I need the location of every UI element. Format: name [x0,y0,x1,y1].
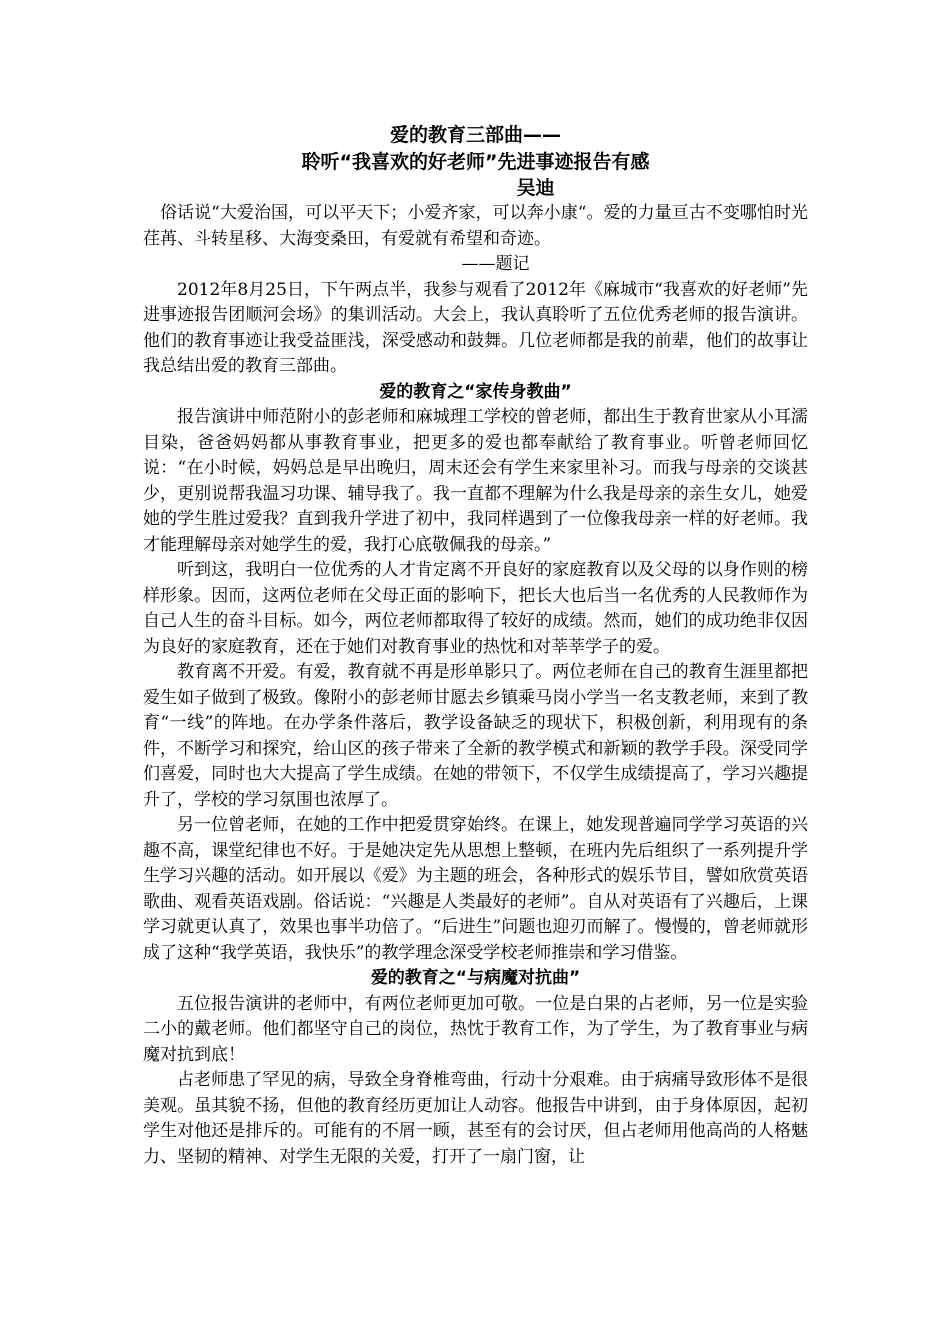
section-2-paragraph-1: 五位报告演讲的老师中，有两位老师更加可敬。一位是白果的占老师，另一位是实验二小的戴老师。他们都坚守自己的岗位，热忱于教育工作，为了学生，为了教育事业与病魔对抗到底！ [143,993,808,1065]
epigraph: 俗话说“大爱治国，可以平天下；小爱齐家，可以奔小康“。爱的力量亘古不变哪怕时光荏苒、斗转星移、大海变桑田，有爱就有希望和奇迹。 [143,203,808,249]
section-2-paragraph-2: 占老师患了罕见的病，导致全身脊椎弯曲，行动十分艰难。由于病痛导致形体不是很美观。虽其貌不扬，但他的教育经历更加让人动容。他报告中讲到，由于身体原因，起初学生对他还是排斥的。可能有的不屑一顾，甚至有的会讨厌，但占老师用他高尚的人格魅力、坚韧的精神、对学生无限的关爱，打开了一扇门窗，让 [143,1070,808,1167]
section-1-paragraph-1: 报告演讲中师范附小的彭老师和麻城理工学校的曾老师，都出生于教育世家从小耳濡目染，爸爸妈妈都从事教育事业，把更多的爱也都奉献给了教育事业。听曾老师回忆说：“在小时候，妈妈总是早出晚归，周末还会有学生来家里补习。而我与母亲的交谈甚少，更别说帮我温习功课、辅导我了。我一直都不理解为什么我是母亲的亲生女儿，她爱她的学生胜过爱我？直到我升学进了初中，我同样遇到了一位像我母亲一样的好老师。我才能理解母亲对她学生的爱，我打心底敬佩我的母亲。” [143,407,808,555]
intro-paragraph: 2012年8月25日，下午两点半，我参与观看了2012年《麻城市“我喜欢的好老师”先进事迹报告团顺河会场》的集训活动。大会上，我认真聆听了五位优秀老师的报告演讲。他们的教育事迹让我受益匪浅，深受感动和鼓舞。几位老师都是我的前辈，他们的故事让我总结出爱的教育三部曲。 [143,279,808,376]
title-line-1: 爱的教育三部曲—— [389,124,561,146]
epigraph-sign: ——题记 [461,254,530,274]
section-1-paragraph-4: 另一位曾老师，在她的工作中把爱贯穿始终。在课上，她发现普遍同学学习英语的兴趣不高，课堂纪律也不好。于是她决定先从思想上整顿，在班内先后组织了一系列提升学生学习兴趣的活动。如开展以《爱》为主题的班会，各种形式的娱乐节目，譬如欣赏英语歌曲、观看英语戏剧。俗话说：“兴趣是人类最好的老师”。自从对英语有了兴趣后，上课学习就更认真了，效果也事半功倍了。“后进生”问题也迎刃而解了。慢慢的，曾老师就形成了这种“我学英语，我快乐”的教学理念深受学校老师推崇和学习借鉴。 [143,815,808,963]
section-2-heading: 爱的教育之“与病魔对抗曲” [370,968,581,988]
section-1-heading: 爱的教育之“家传身教曲” [379,381,572,402]
section-1-paragraph-2: 听到这，我明白一位优秀的人才肯定离不开良好的家庭教育以及父母的以身作则的榜样形象。因而，这两位老师在父母正面的影响下，把长大也后当一名优秀的人民教师作为自己人生的奋斗目标。如今，两位老师都取得了较好的成绩。然而，她们的成功绝非仅因为良好的家庭教育，还在于她们对教育事业的热忱和对莘莘学子的爱。 [143,560,808,657]
document-body [143,122,808,1170]
section-1-paragraph-3: 教育离不开爱。有爱，教育就不再是形单影只了。两位老师在自己的教育生涯里都把爱生如子做到了极致。像附小的彭老师甘愿去乡镇乘马岗小学当一名支教老师，来到了教育“一线”的阵地。在办学条件落后，教学设备缺乏的现状下，积极创新，利用现有的条件，不断学习和探究，给山区的孩子带来了全新的教学模式和新颖的教学手段。深受同学们喜爱，同时也大大提高了学生成绩。在她的带领下，不仅学生成绩提高了，学习兴趣提升了，学校的学习氛围也浓厚了。 [143,662,808,810]
author-name: 吴迪 [516,177,555,199]
title-line-2: 聆听“我喜欢的好老师”先进事迹报告有感 [301,151,650,173]
